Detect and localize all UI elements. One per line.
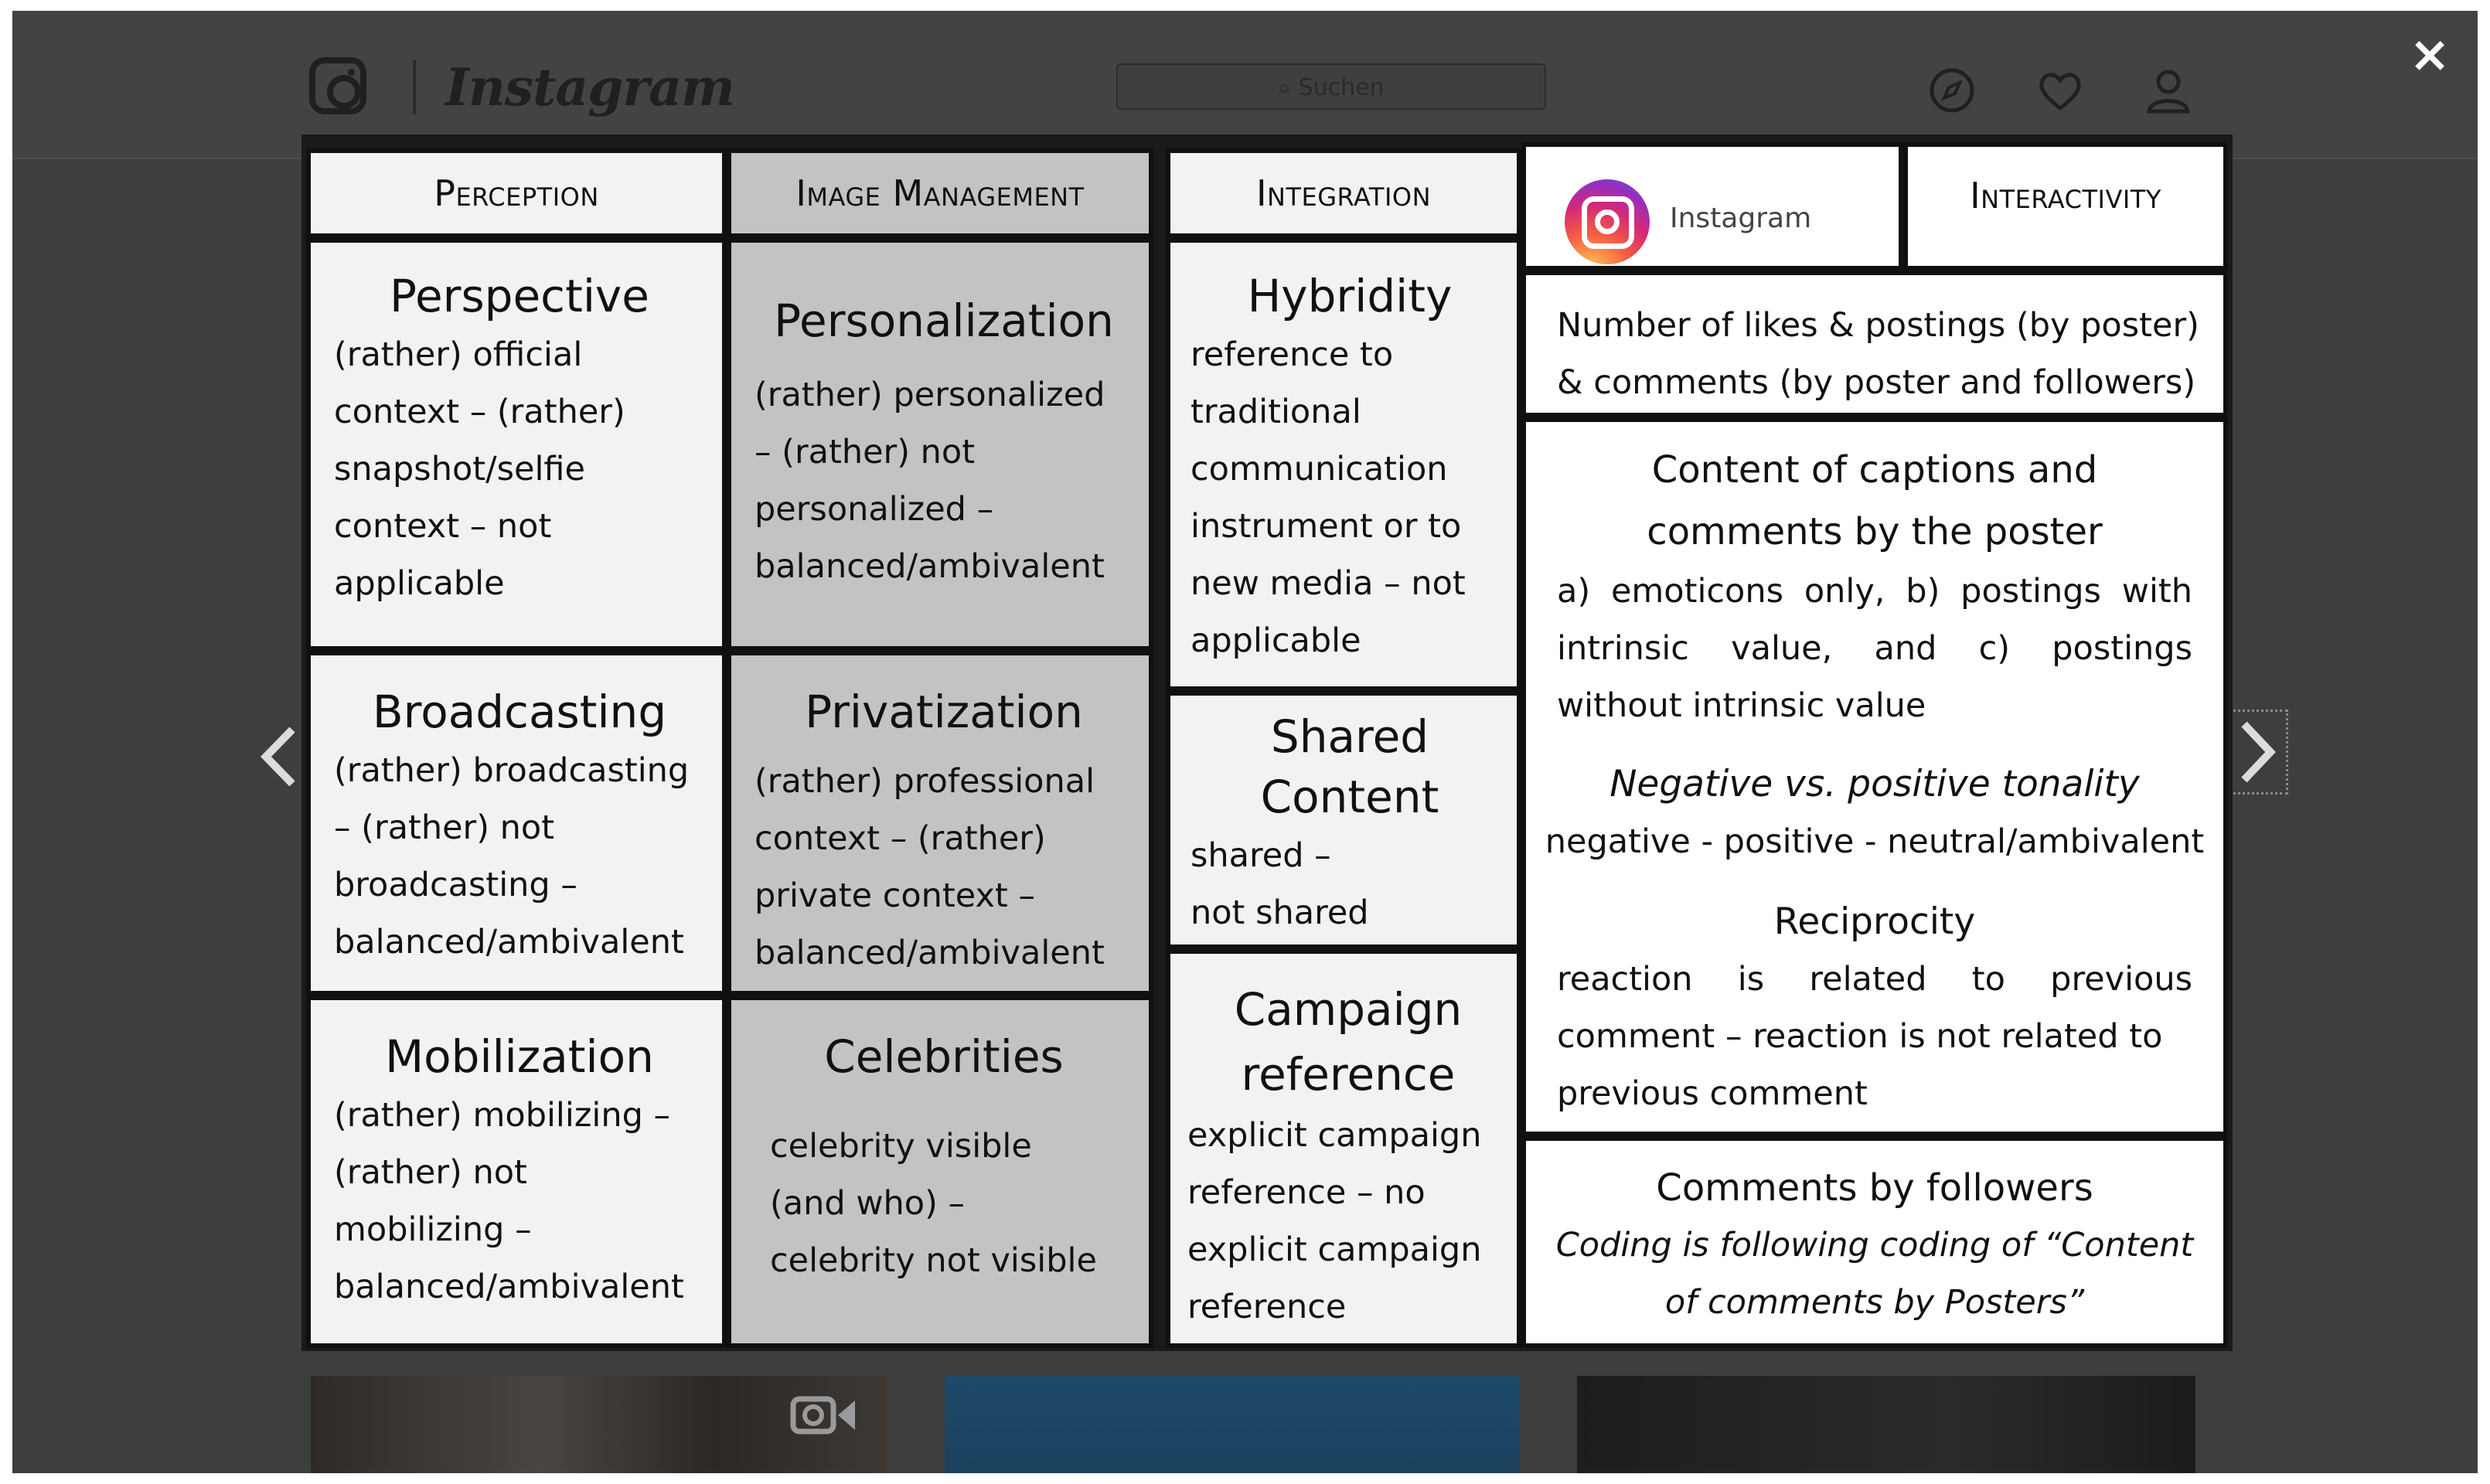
followers-title: Comments by followers bbox=[1656, 1166, 2093, 1210]
captions-cell bbox=[1521, 417, 2228, 1136]
personalization-line: personalized – bbox=[754, 490, 994, 529]
perspective-line: context – not bbox=[334, 507, 552, 546]
reciprocity-line: reaction is related to previous bbox=[1557, 960, 2192, 999]
shared-content-title: Content bbox=[1260, 771, 1439, 823]
perspective-title: Perspective bbox=[390, 270, 649, 322]
followers-note: of comments by Posters” bbox=[1664, 1283, 2085, 1322]
reciprocity-title: Reciprocity bbox=[1773, 900, 1976, 943]
celebrities-line: celebrity visible bbox=[770, 1127, 1032, 1166]
close-icon[interactable]: × bbox=[2409, 26, 2451, 83]
tonality-values: negative - positive - neutral/ambivalent bbox=[1545, 822, 2205, 861]
broadcasting-line: balanced/ambivalent bbox=[334, 923, 684, 962]
broadcasting-line: broadcasting – bbox=[334, 866, 577, 904]
heart-icon[interactable] bbox=[2036, 66, 2084, 114]
captions-line: a) emoticons only, b) postings with bbox=[1557, 572, 2192, 611]
perspective-cell bbox=[306, 238, 727, 651]
personalization-line: (rather) personalized bbox=[754, 376, 1105, 414]
chevron-left-icon[interactable] bbox=[252, 722, 306, 791]
explore-icon[interactable] bbox=[1928, 66, 1976, 114]
profile-icon[interactable] bbox=[2144, 66, 2192, 114]
integration-header bbox=[1166, 148, 1521, 238]
coding-scheme-image bbox=[301, 134, 2233, 1351]
captions-line: without intrinsic value bbox=[1557, 686, 1926, 725]
broadcasting-title: Broadcasting bbox=[372, 686, 667, 738]
likes-line: & comments (by poster and followers) bbox=[1557, 363, 2196, 402]
perspective-line: snapshot/selfie bbox=[334, 450, 585, 488]
broadcasting-line: – (rather) not bbox=[334, 808, 555, 847]
shared-content-line: not shared bbox=[1190, 893, 1369, 932]
personalization-line: balanced/ambivalent bbox=[754, 547, 1105, 586]
campaign-reference-title: Campaign bbox=[1234, 983, 1463, 1036]
reciprocity-line: previous comment bbox=[1557, 1074, 1868, 1113]
hybridity-line: new media – not bbox=[1190, 564, 1466, 603]
likes-line: Number of likes & postings (by poster) bbox=[1557, 306, 2199, 345]
broadcasting-cell bbox=[306, 651, 727, 996]
campaign-reference-line: explicit campaign bbox=[1187, 1116, 1482, 1155]
privatization-line: balanced/ambivalent bbox=[754, 934, 1105, 972]
privatization-cell bbox=[727, 651, 1153, 996]
instagram-lightbox-screen bbox=[12, 11, 2478, 1473]
instagram-logo-icon bbox=[1565, 179, 1650, 264]
hybridity-line: reference to bbox=[1190, 335, 1394, 374]
hybridity-title: Hybridity bbox=[1247, 270, 1453, 322]
interactivity-header-label: Interactivity bbox=[1970, 175, 2161, 216]
search-input[interactable] bbox=[1116, 63, 1546, 110]
reciprocity-line: comment – reaction is not related to bbox=[1557, 1017, 2163, 1056]
campaign-reference-line: explicit campaign bbox=[1187, 1230, 1482, 1269]
perspective-line: context – (rather) bbox=[334, 393, 625, 431]
next-button[interactable] bbox=[2223, 710, 2288, 795]
instagram-badge-cell bbox=[1521, 142, 1903, 271]
shared-content-cell bbox=[1166, 691, 1521, 949]
personalization-line: – (rather) not bbox=[754, 433, 976, 471]
perspective-line: (rather) official bbox=[334, 335, 583, 374]
instagram-badge-text: Instagram bbox=[1670, 203, 1812, 234]
captions-title: comments by the poster bbox=[1647, 510, 2103, 553]
perception-header-label: Perception bbox=[434, 172, 599, 214]
likes-cell bbox=[1521, 271, 2228, 417]
privatization-line: private context – bbox=[754, 876, 1035, 915]
hybridity-line: applicable bbox=[1190, 621, 1361, 660]
feed-thumbnail[interactable] bbox=[311, 1376, 886, 1473]
instagram-camera-icon[interactable] bbox=[309, 57, 366, 114]
captions-title: Content of captions and bbox=[1651, 448, 2098, 492]
personalization-cell bbox=[727, 238, 1153, 651]
image-management-header bbox=[727, 148, 1153, 238]
hybridity-line: communication bbox=[1190, 450, 1448, 488]
shared-content-line: shared – bbox=[1190, 836, 1331, 875]
shared-content-title: Shared bbox=[1270, 710, 1429, 763]
mobilization-cell bbox=[306, 996, 727, 1348]
video-icon bbox=[790, 1393, 858, 1438]
mobilization-line: balanced/ambivalent bbox=[334, 1268, 684, 1306]
instagram-wordmark[interactable]: Instagram bbox=[445, 57, 734, 117]
personalization-title: Personalization bbox=[774, 294, 1114, 347]
feed-thumbnail[interactable] bbox=[945, 1376, 1520, 1473]
captions-line: intrinsic value, and c) postings bbox=[1557, 629, 2192, 668]
image-management-header-label: Image Management bbox=[795, 172, 1085, 214]
mobilization-line: mobilizing – bbox=[334, 1210, 532, 1249]
privatization-title: Privatization bbox=[805, 686, 1083, 738]
perception-header bbox=[306, 148, 727, 238]
mobilization-line: (rather) not bbox=[334, 1153, 527, 1192]
hybridity-line: instrument or to bbox=[1190, 507, 1462, 546]
hybridity-line: traditional bbox=[1190, 393, 1361, 431]
campaign-reference-line: reference – no bbox=[1187, 1173, 1426, 1212]
perspective-line: applicable bbox=[334, 564, 505, 603]
hybridity-cell bbox=[1166, 238, 1521, 691]
celebrities-line: celebrity not visible bbox=[770, 1241, 1097, 1280]
celebrities-cell bbox=[727, 996, 1153, 1348]
header-divider bbox=[413, 60, 416, 114]
followers-note: Coding is following coding of “Content bbox=[1555, 1226, 2194, 1264]
followers-cell bbox=[1521, 1136, 2228, 1348]
broadcasting-line: (rather) broadcasting bbox=[334, 751, 690, 790]
campaign-reference-line: reference bbox=[1187, 1288, 1347, 1326]
search-icon: ⌕ bbox=[1278, 74, 1299, 101]
integration-header-label: Integration bbox=[1255, 172, 1432, 214]
celebrities-line: (and who) – bbox=[770, 1184, 966, 1223]
interactivity-header bbox=[1903, 142, 2228, 271]
campaign-reference-cell bbox=[1166, 949, 1521, 1348]
privatization-line: (rather) professional bbox=[754, 762, 1095, 801]
campaign-reference-title: reference bbox=[1241, 1048, 1456, 1101]
tonality-title: Negative vs. positive tonality bbox=[1609, 763, 2140, 805]
feed-thumbnail[interactable] bbox=[1577, 1376, 2195, 1473]
chevron-right-icon bbox=[2226, 712, 2286, 792]
mobilization-line: (rather) mobilizing – bbox=[334, 1096, 671, 1135]
mobilization-title: Mobilization bbox=[385, 1030, 654, 1083]
celebrities-title: Celebrities bbox=[824, 1030, 1064, 1083]
search-placeholder-text: Suchen bbox=[1298, 74, 1385, 101]
search-placeholder bbox=[1118, 74, 1545, 101]
privatization-line: context – (rather) bbox=[754, 819, 1046, 858]
